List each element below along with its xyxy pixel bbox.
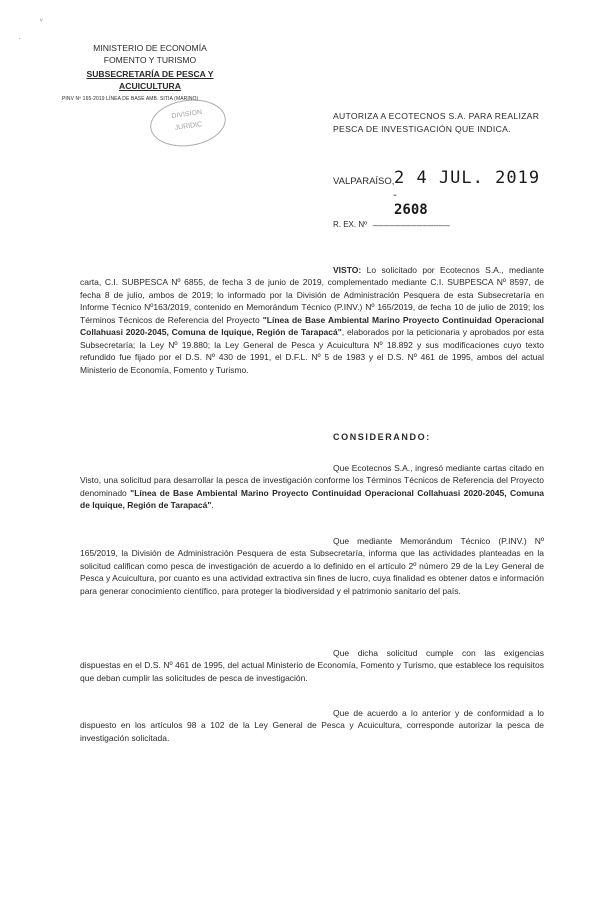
visto-text: , elaborados por la peticionaria — [341, 327, 460, 338]
resolution-title — [333, 110, 573, 135]
visto-text: Administración Pesquera de esta Subsecretaría en Informe Técnico Nº163/2019, contenido en — [80, 289, 544, 313]
paragraph-text: . — [211, 500, 214, 511]
paragraph-text: Que mediante Memorándum Técnico (P.INV.) Nº — [333, 536, 544, 546]
considerando-heading: CONSIDERANDO: — [333, 432, 431, 442]
considerando-paragraph-2 — [80, 535, 544, 597]
paragraph-text: 165/2019, la División de Administración Pesquera de esta Subsecretaría, informa que las actividades — [80, 548, 476, 559]
project-name: "Línea de Base Ambiental Marino Proyecto — [130, 487, 309, 498]
project-name: Continuidad Operacional Collahuasi 2020-2045, Comuna de Iquique, Región de Tarapacá" — [80, 487, 544, 511]
project-name: Collahuasi 2020-2045, Comuna de Iquique, Región de Tarapacá" — [80, 327, 342, 338]
paragraph-text: Que de acuerdo a lo anterior y de conformidad a — [333, 708, 534, 718]
date-city: VALPARAÍSO, — [333, 176, 395, 187]
title-line: PESCA DE INVESTIGACIÓN QUE INDICA. — [333, 123, 511, 134]
visto-section — [80, 264, 544, 376]
visto-text: de 1983 y el D.S. Nº 461 de 1995, ambos del actual Ministerio de Economía, Fomento y Turismo. — [80, 352, 544, 375]
paragraph-text: planteadas en la solicitud califican como pesca de investigación de acuerdo a lo definido en el — [80, 548, 544, 571]
visto-text: Lo solicitado por Ecotecnos S.A., — [366, 265, 504, 275]
rex-underline: ______________ — [373, 216, 451, 226]
paragraph-text: artículo 2º número 29 de la Ley General de Pesca y Acuicultura, por cuanto es una actividad — [80, 560, 544, 584]
paragraph-text: la pesca de investigación solicitada. — [80, 720, 544, 743]
paragraph-text: Que Ecotecnos S.A., ingresó mediante cartas — [333, 463, 507, 473]
paragraph-text: citado en Visto, una solicitud para desarrollar la pesca de investigación conforme los Términos — [80, 463, 544, 486]
letterhead — [60, 42, 240, 105]
rex-label: R. EX. Nº — [333, 220, 368, 229]
margin-mark: ᵥ — [40, 14, 43, 23]
visto-text: Memorándum Técnico (P.INV.) Nº 165/2019, de fecha 10 de julio de 2019; los Términos Técnicos de — [80, 302, 544, 325]
ministry-name: MINISTERIO DE ECONOMÍA — [93, 43, 207, 53]
visto-label: VISTO: — [333, 265, 362, 275]
reference-line: PINV Nº 165-2019 LÍNEA DE BASE AMB. SITIA (MARINO) — [62, 96, 199, 102]
margin-mark: · — [18, 34, 21, 43]
rex-number: 2608 — [394, 202, 428, 218]
paragraph-text: establece los requisitos que deban cumplir las solicitudes de pesca de investigación. — [80, 660, 544, 683]
dash-mark: - — [392, 190, 400, 201]
date-stamp: 2 4 JUL. 2019 — [394, 168, 541, 188]
paragraph-text: Que dicha solicitud cumple con las exigencias — [333, 648, 544, 658]
subsecretaria-name: SUBSECRETARÍA DE PESCA Y ACUICULTURA — [86, 69, 214, 91]
stamp-text: JURIDIC — [174, 121, 203, 132]
project-name: "Línea de Base Ambiental Marino Proyecto Continuidad Operacional — [262, 314, 544, 325]
paragraph-text: extractiva sin fines de lucro, cuya finalidad es obtener datos e información para generar — [80, 573, 544, 596]
paragraph-text: dispuestas en el D.S. Nº 461 de 1995, del actual Ministerio de Economía, Fomento y Turismo, que — [80, 660, 453, 671]
considerando-paragraph-4 — [80, 707, 544, 744]
visto-text: y aprobados por esta Subsecretaría; la Ley Nº 19.880; la Ley General de Pesca y Acuicultura Nº — [80, 327, 544, 350]
title-line: AUTORIZA A ECOTECNOS S.A. PARA REALIZAR — [333, 111, 540, 121]
considerando-paragraph-3 — [80, 647, 544, 684]
visto-text: 18.892 y sus modificaciones cuyo texto refundido fue fijado por el D.S. Nº 430 de 1991, el D.F.L. Nº 5 — [80, 339, 544, 363]
visto-text: mediante carta, C.I. SUBPESCA Nº 6855, de fecha 3 de junio de 2019, complementado mediante C.I. — [80, 265, 544, 288]
stamp-text: DIVISION — [171, 108, 203, 121]
paragraph-text: conocimiento científico, para proteger la biodiversidad y el patrimonio sanitario del país. — [131, 585, 461, 596]
visto-text: Referencia del Proyecto — [167, 314, 260, 325]
considerando-paragraph-1 — [80, 462, 544, 512]
paragraph-text: lo dispuesto en los artículos 98 a 102 de la Ley General de Pesca y Acuicultura, corresponde autorizar — [80, 708, 544, 731]
ministry-name-line2: FOMENTO Y TURISMO — [103, 55, 197, 65]
paragraph-text: Técnicos de Referencia del Proyecto denominado — [80, 475, 545, 498]
visto-text: SUBPESCA Nº 8597, de fecha 8 de julio, ambos de 2019; lo informado por la División de — [80, 277, 544, 300]
